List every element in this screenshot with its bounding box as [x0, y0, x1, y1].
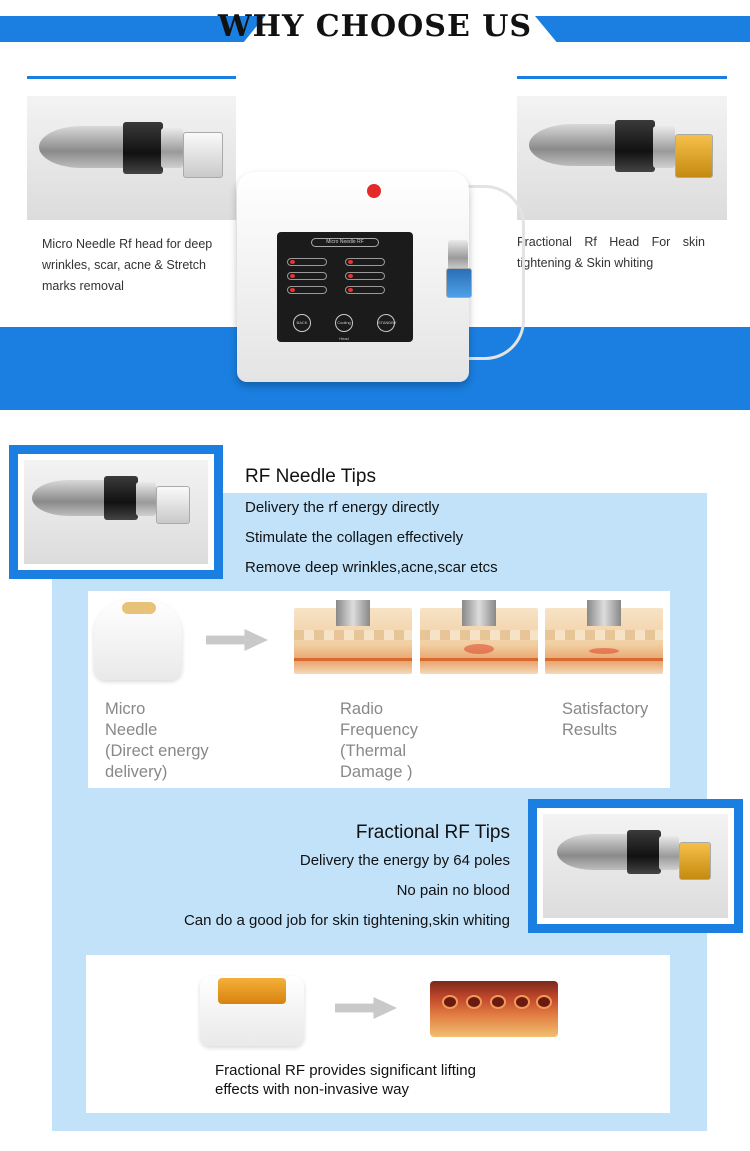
fractional-title: Fractional RF Tips [355, 822, 510, 843]
micro-needle-head-photo [27, 96, 236, 220]
diagram-label-radio-frequency: Radio Frequency (Thermal Damage ) [340, 700, 418, 781]
screen-button [345, 286, 385, 294]
emergency-knob [367, 184, 381, 198]
screen-button [345, 258, 385, 266]
device-screen [277, 232, 413, 342]
rf-device-image [237, 172, 469, 382]
screen-round-button: STANDBY [377, 314, 395, 332]
fractional-bullet: Delivery the energy by 64 poles [299, 852, 510, 869]
right-caption: Fractional Rf Head For skin tightening & Skin whiting [517, 235, 705, 270]
rf-needle-bullet: Remove deep wrinkles,acne,scar etcs [245, 559, 498, 576]
page-title: WHY CHOOSE US [217, 9, 533, 44]
fractional-pad [218, 978, 286, 1004]
screen-button [287, 258, 327, 266]
fractional-rf-head-photo [517, 96, 727, 220]
diagram-label-micro-needle: Micro Needle (Direct energy delivery) [105, 700, 209, 781]
screen-round-button: Cooling Head [335, 314, 353, 332]
fractional-rf-photo [543, 814, 728, 918]
skin-layer-image [294, 608, 412, 674]
diagram-label-results: Satisfactory Results [562, 700, 649, 739]
screen-button [345, 272, 385, 280]
left-accent-line [27, 76, 236, 79]
fractional-bullet: Can do a good job for skin tightening,skin whiting [183, 912, 510, 929]
fractional-bullet: No pain no blood [396, 882, 510, 899]
screen-title: Micro Needle RF [311, 238, 379, 247]
screen-round-button: BACK [293, 314, 311, 332]
right-accent-line [517, 76, 727, 79]
skin-layer-image [420, 608, 538, 674]
rf-needle-bullet: Delivery the rf energy directly [245, 499, 440, 516]
tissue-image [430, 981, 558, 1037]
skin-layer-image [545, 608, 663, 674]
screen-button [287, 286, 327, 294]
rf-needle-bullet: Stimulate the collagen effectively [245, 529, 464, 546]
needle-tips [122, 602, 156, 614]
rf-needle-photo [24, 460, 208, 564]
left-caption: Micro Needle Rf head for deep wrinkles, scar, acne & Stretch marks removal [42, 237, 213, 293]
screen-button [287, 272, 327, 280]
rf-needle-title: RF Needle Tips [245, 466, 376, 487]
fractional-diagram-caption: Fractional RF provides significant lifting effects with non-invasive way [215, 1062, 476, 1098]
